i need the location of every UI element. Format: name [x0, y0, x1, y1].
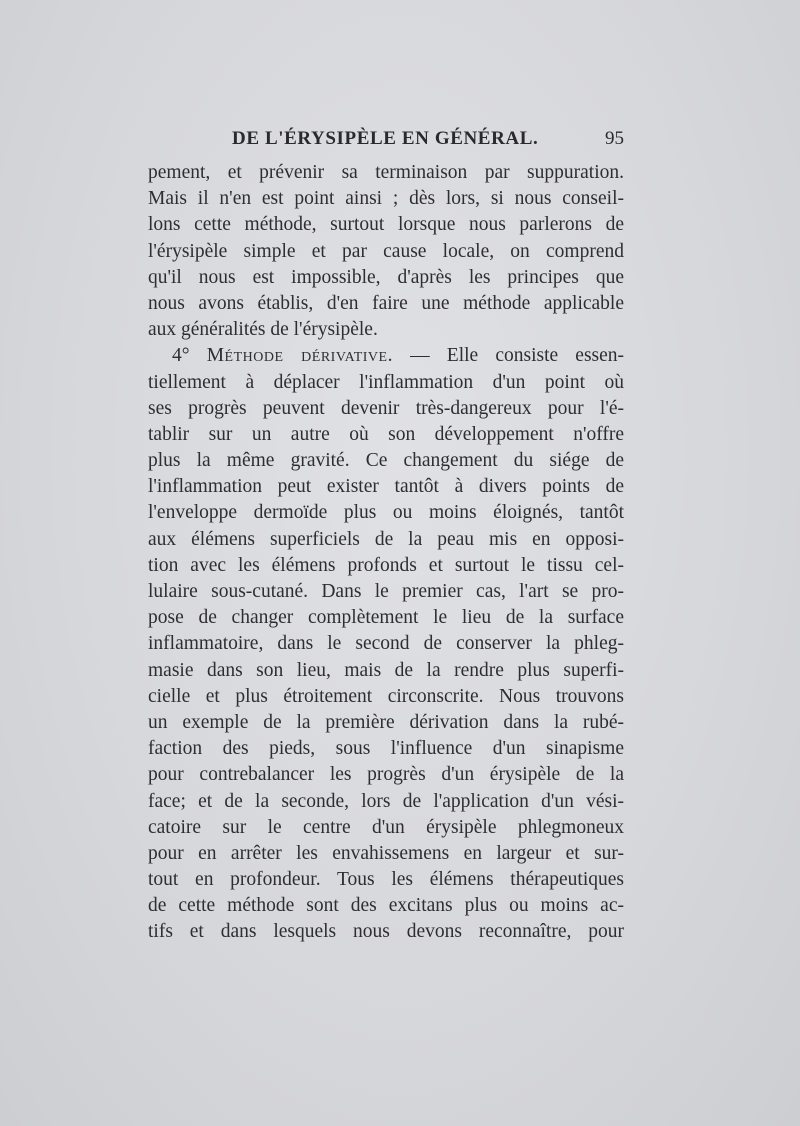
text-line: lons cette méthode, surtout lorsque nous parlerons de	[148, 214, 624, 236]
text-line: un exemple de la première dérivation dans la rubé-	[148, 711, 624, 733]
text-line: aux élémens superficiels de la peau mis en opposi-	[148, 528, 624, 550]
text-line: tout en profondeur. Tous les élémens thérapeutiques	[148, 869, 624, 891]
text-line: plus la même gravité. Ce changement du siége de	[148, 450, 624, 472]
section-number: 4°	[172, 345, 190, 367]
text-line: inflammatoire, dans le second de conserver la phleg-	[148, 633, 624, 655]
body-text	[148, 160, 624, 946]
text-line: pement, et prévenir sa terminaison par suppuration.	[148, 162, 624, 183]
section-dash: —	[410, 345, 430, 367]
page-header	[232, 128, 624, 158]
text-line: l'inflammation peut exister tantôt à divers points de	[148, 476, 624, 498]
paragraph-end-line: aux généralités de l'érysipèle.	[148, 319, 378, 341]
text-line: nous avons établis, d'en faire une méthode applicable	[148, 292, 624, 314]
page-number: 95	[605, 128, 624, 149]
text-line: de cette méthode sont des excitans plus ou moins ac-	[148, 895, 624, 917]
text-line: cielle et plus étroitement circonscrite. Nous trouvons	[148, 685, 624, 707]
text-line: pour en arrêter les envahissemens en largeur et sur-	[148, 842, 624, 864]
text-line: masie dans son lieu, mais de la rendre plus superfi-	[148, 659, 624, 681]
text-line: pose de changer complètement le lieu de la surface	[148, 607, 624, 629]
text-line: lulaire sous-cutané. Dans le premier cas, l'art se pro-	[148, 581, 624, 602]
text-line: Mais il n'en est point ainsi ; dès lors, si nous conseil-	[148, 188, 624, 210]
text-line: faction des pieds, sous l'influence d'un sinapisme	[148, 738, 624, 760]
text-line: tifs et dans lesquels nous devons reconnaître, pour	[148, 921, 624, 943]
text-line: tablir sur un autre où son développement n'offre	[148, 423, 624, 445]
text-line: qu'il nous est impossible, d'après les principes que	[148, 266, 624, 288]
text-line: face; et de la seconde, lors de l'application d'un vési-	[148, 790, 624, 812]
running-title: DE L'ÉRYSIPÈLE EN GÉNÉRAL.	[232, 128, 539, 149]
text-line: l'érysipèle simple et par cause locale, on comprend	[148, 240, 624, 262]
section-heading: Méthode dérivative.	[206, 345, 393, 367]
text-line: l'enveloppe dermoïde plus ou moins éloignés, tantôt	[148, 502, 624, 524]
section-lead: Elle consiste essen-	[446, 345, 625, 367]
text-line: tiellement à déplacer l'inflammation d'un point où	[148, 371, 624, 393]
text-line: catoire sur le centre d'un érysipèle phlegmoneux	[148, 816, 624, 838]
text-line: pour contrebalancer les progrès d'un érysipèle de la	[148, 764, 624, 786]
text-line: ses progrès peuvent devenir très-dangereux pour l'é-	[148, 397, 624, 419]
section-heading-line	[148, 343, 624, 369]
text-line: tion avec les élémens profonds et surtout le tissu cel-	[148, 554, 624, 576]
